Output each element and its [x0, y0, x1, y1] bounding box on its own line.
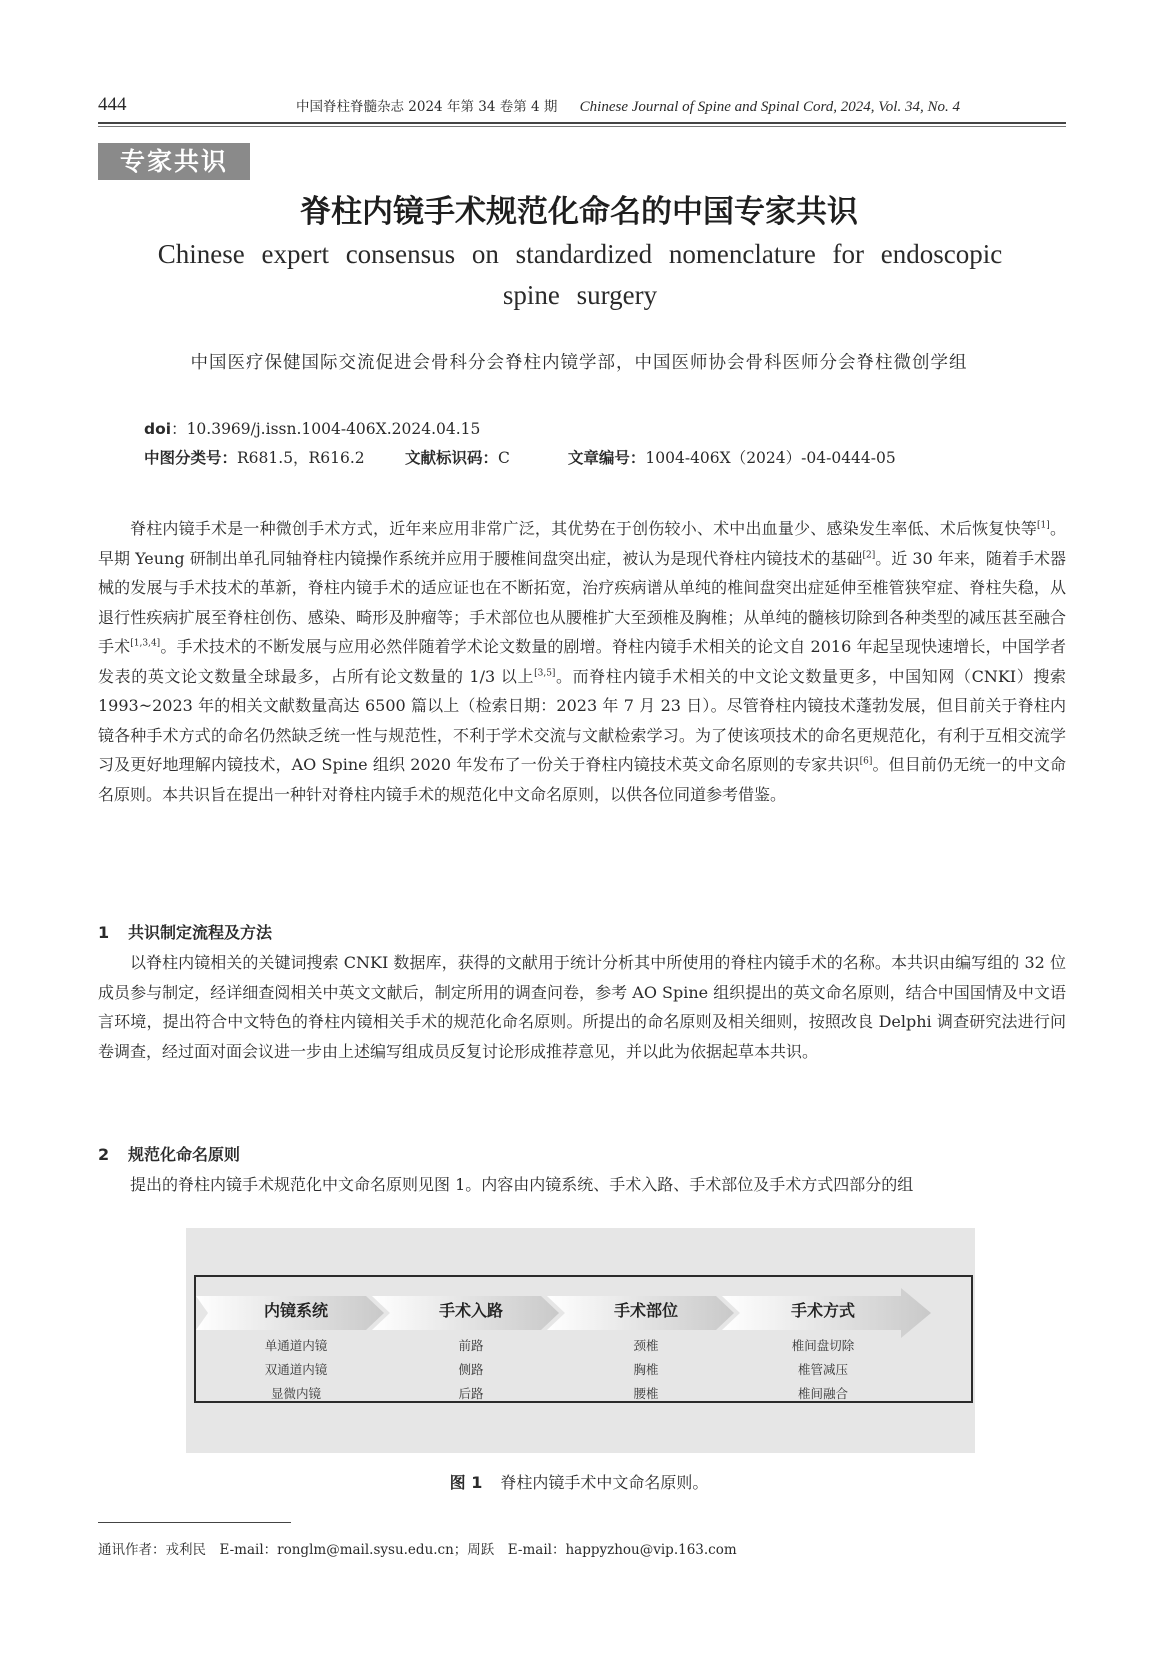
intro-paragraph: [98, 514, 1066, 809]
header-rule: [98, 122, 1066, 124]
article-title-en: Chinese expert consensus on standardized nomenclature for endoscopic spine surgery: [157, 239, 1003, 310]
footnote-rule: [98, 1522, 291, 1523]
intro-text-1: 脊柱内镜手术是一种微创手术方式，近年来应用非常广泛，其优势在于创伤较小、术中出血量少、感染发生率低、术后恢复快等: [130, 519, 1038, 538]
citation-ref: [3,5]: [534, 668, 556, 679]
citation-ref: [1]: [1037, 520, 1050, 531]
section-heading-1: [98, 920, 272, 943]
figure-caption-label: 图 1: [449, 1473, 483, 1492]
intro-text-2: 。早期 Yeung 研制出单孔同轴脊柱内镜操作系统并应用于腰椎间盘突出症，被认为是现代脊柱内镜技术的基础: [98, 519, 1066, 568]
article-no-value: 1004-406X（2024）-04-0444-05: [645, 449, 896, 467]
figure-item: 胸椎: [633, 1362, 659, 1377]
doi-line: [144, 417, 480, 439]
doi-value: ：10.3969/j.issn.1004-406X.2024.04.15: [171, 420, 481, 438]
section-number: 1: [98, 923, 110, 942]
figure-column-heading: 手术入路: [438, 1301, 503, 1320]
section-title: 规范化命名原则: [128, 1145, 241, 1164]
figure-item: 显微内镜: [270, 1386, 321, 1401]
article-title-zh: 脊柱内镜手术规范化命名的中国专家共识: [300, 194, 858, 230]
figure-column-surgical-approach: [386, 1288, 556, 1406]
citation-ref: [6]: [859, 756, 873, 767]
figure-item: 颈椎: [633, 1338, 659, 1353]
section-1-paragraph: 以脊柱内镜相关的关键词搜索 CNKI 数据库，获得的文献用于统计分析其中所使用的脊柱内镜手术的名称。本共识由编写组的 32 位成员参与制定，经详细查阅相关中英文文献后，制定所用的调查问卷，参考 AO Spine 组织提出的英文命名原则，结合中国国情及中文语言环境，提出符合中文特色的脊柱内镜相关手术的规范化命名原则。所提出的命名原则及相关细则，按照改良 Delphi 调查研究法进行问卷调查，经过面对面会议进一步由上述编写组成员反复讨论形成推荐意见，并以此为依据起草本共识。: [98, 953, 1066, 1061]
author-groups: 中国医疗保健国际交流促进会骨科分会脊柱内镜学部，中国医师协会骨科医师分会脊柱微创学组: [190, 353, 968, 373]
figure-1: [186, 1228, 975, 1453]
journal-name-zh: 中国脊柱脊髓杂志 2024 年第 34 卷第 4 期: [296, 99, 558, 115]
figure-item: 椎间融合: [797, 1386, 848, 1401]
article-no-label: 文章编号：: [567, 449, 646, 467]
figure-caption: [0, 1470, 1158, 1493]
intro-text-5: 。而脊柱内镜手术相关的中文论文数量更多，中国知网（CNKI）搜索 1993~2023 年的相关文献数量高达 6500 篇以上（检索日期：2023 年 7 月 23 日）。尽管脊柱内镜技术蓬勃发展，但目前关于脊柱内镜各种手术方式的命名仍然缺乏统一性与规范性，不利于学术交流与文献检索学习。为了使该项技术的命名更规范化，有利于互相交流学习及更好地理解内镜技术，AO Spine 组织 2020 年发布了一份关于脊柱内镜技术英文命名原则的专家共识: [98, 666, 1066, 774]
intro-text-6: 。但目前仍无统一的中文命名原则。本共识旨在提出一种针对脊柱内镜手术的规范化中文命名原则，以供各位同道参考借鉴。: [98, 755, 1066, 804]
figure-column-heading: 内镜系统: [263, 1301, 328, 1320]
section-number: 2: [98, 1145, 110, 1164]
running-head: [296, 95, 960, 116]
intro-text-4: 。手术技术的不断发展与应用必然伴随着学术论文数量的剧增。脊柱内镜手术相关的论文自 2016 年起呈现快速增长，中国学者发表的英文论文数量全球最多，占所有论文数量的 1/3 以上: [98, 637, 1066, 686]
header-rule-thin: [98, 126, 1066, 127]
citation-ref: [1,3,4]: [130, 638, 161, 649]
journal-name-en: Chinese Journal of Spine and Spinal Cord, 2024, Vol. 34, No. 4: [579, 99, 960, 115]
figure-column-heading: 手术方式: [790, 1301, 855, 1320]
section-heading-2: [98, 1142, 240, 1165]
docid-value: C: [497, 449, 510, 467]
section-2-paragraph: 提出的脊柱内镜手术规范化中文命名原则见图 1。内容由内镜系统、手术入路、手术部位及手术方式四部分的组: [130, 1175, 914, 1194]
section-title: 共识制定流程及方法: [128, 923, 273, 942]
cls-label: 中图分类号：: [144, 449, 238, 467]
figure-item: 双通道内镜: [264, 1362, 328, 1377]
cls-value: R681.5，R616.2: [237, 449, 365, 467]
figure-caption-text: 脊柱内镜手术中文命名原则。: [500, 1473, 709, 1492]
figure-item: 后路: [458, 1386, 484, 1401]
figure-item: 单通道内镜: [264, 1338, 328, 1353]
corresponding-author-footnote: 通讯作者：戎利民 E-mail：ronglm@mail.sysu.edu.cn；周跃 E-mail：happyzhou@vip.163.com: [98, 1542, 737, 1558]
figure-column-endoscope-system: [211, 1288, 381, 1406]
citation-ref: [2]: [862, 550, 876, 561]
figure-item: 腰椎: [633, 1386, 659, 1401]
page-number: 444: [98, 94, 127, 115]
column-tag: 专家共识: [98, 143, 250, 180]
docid-label: 文献标识码：: [404, 449, 498, 467]
figure-column-heading: 手术部位: [613, 1301, 678, 1320]
doi-label: doi: [144, 420, 172, 438]
figure-item: 前路: [458, 1338, 484, 1353]
intro-text-3: 。近 30 年来，随着手术器械的发展与手术技术的革新，脊柱内镜手术的适应证也在不断拓宽，治疗疾病谱从单纯的椎间盘突出症延伸至椎管狭窄症、脊柱失稳，从退行性疾病扩展至脊柱创伤、感染、畸形及肿瘤等；手术部位也从腰椎扩大至颈椎及胸椎；从单纯的髓核切除到各种类型的减压甚至融合手术: [98, 548, 1066, 656]
figure-column-surgical-site: [561, 1288, 731, 1406]
figure-column-surgical-method: [738, 1288, 908, 1406]
figure-item: 椎间盘切除: [791, 1338, 855, 1353]
classification-line: [144, 446, 896, 468]
figure-item: 椎管减压: [797, 1362, 848, 1377]
figure-item: 侧路: [458, 1362, 484, 1377]
